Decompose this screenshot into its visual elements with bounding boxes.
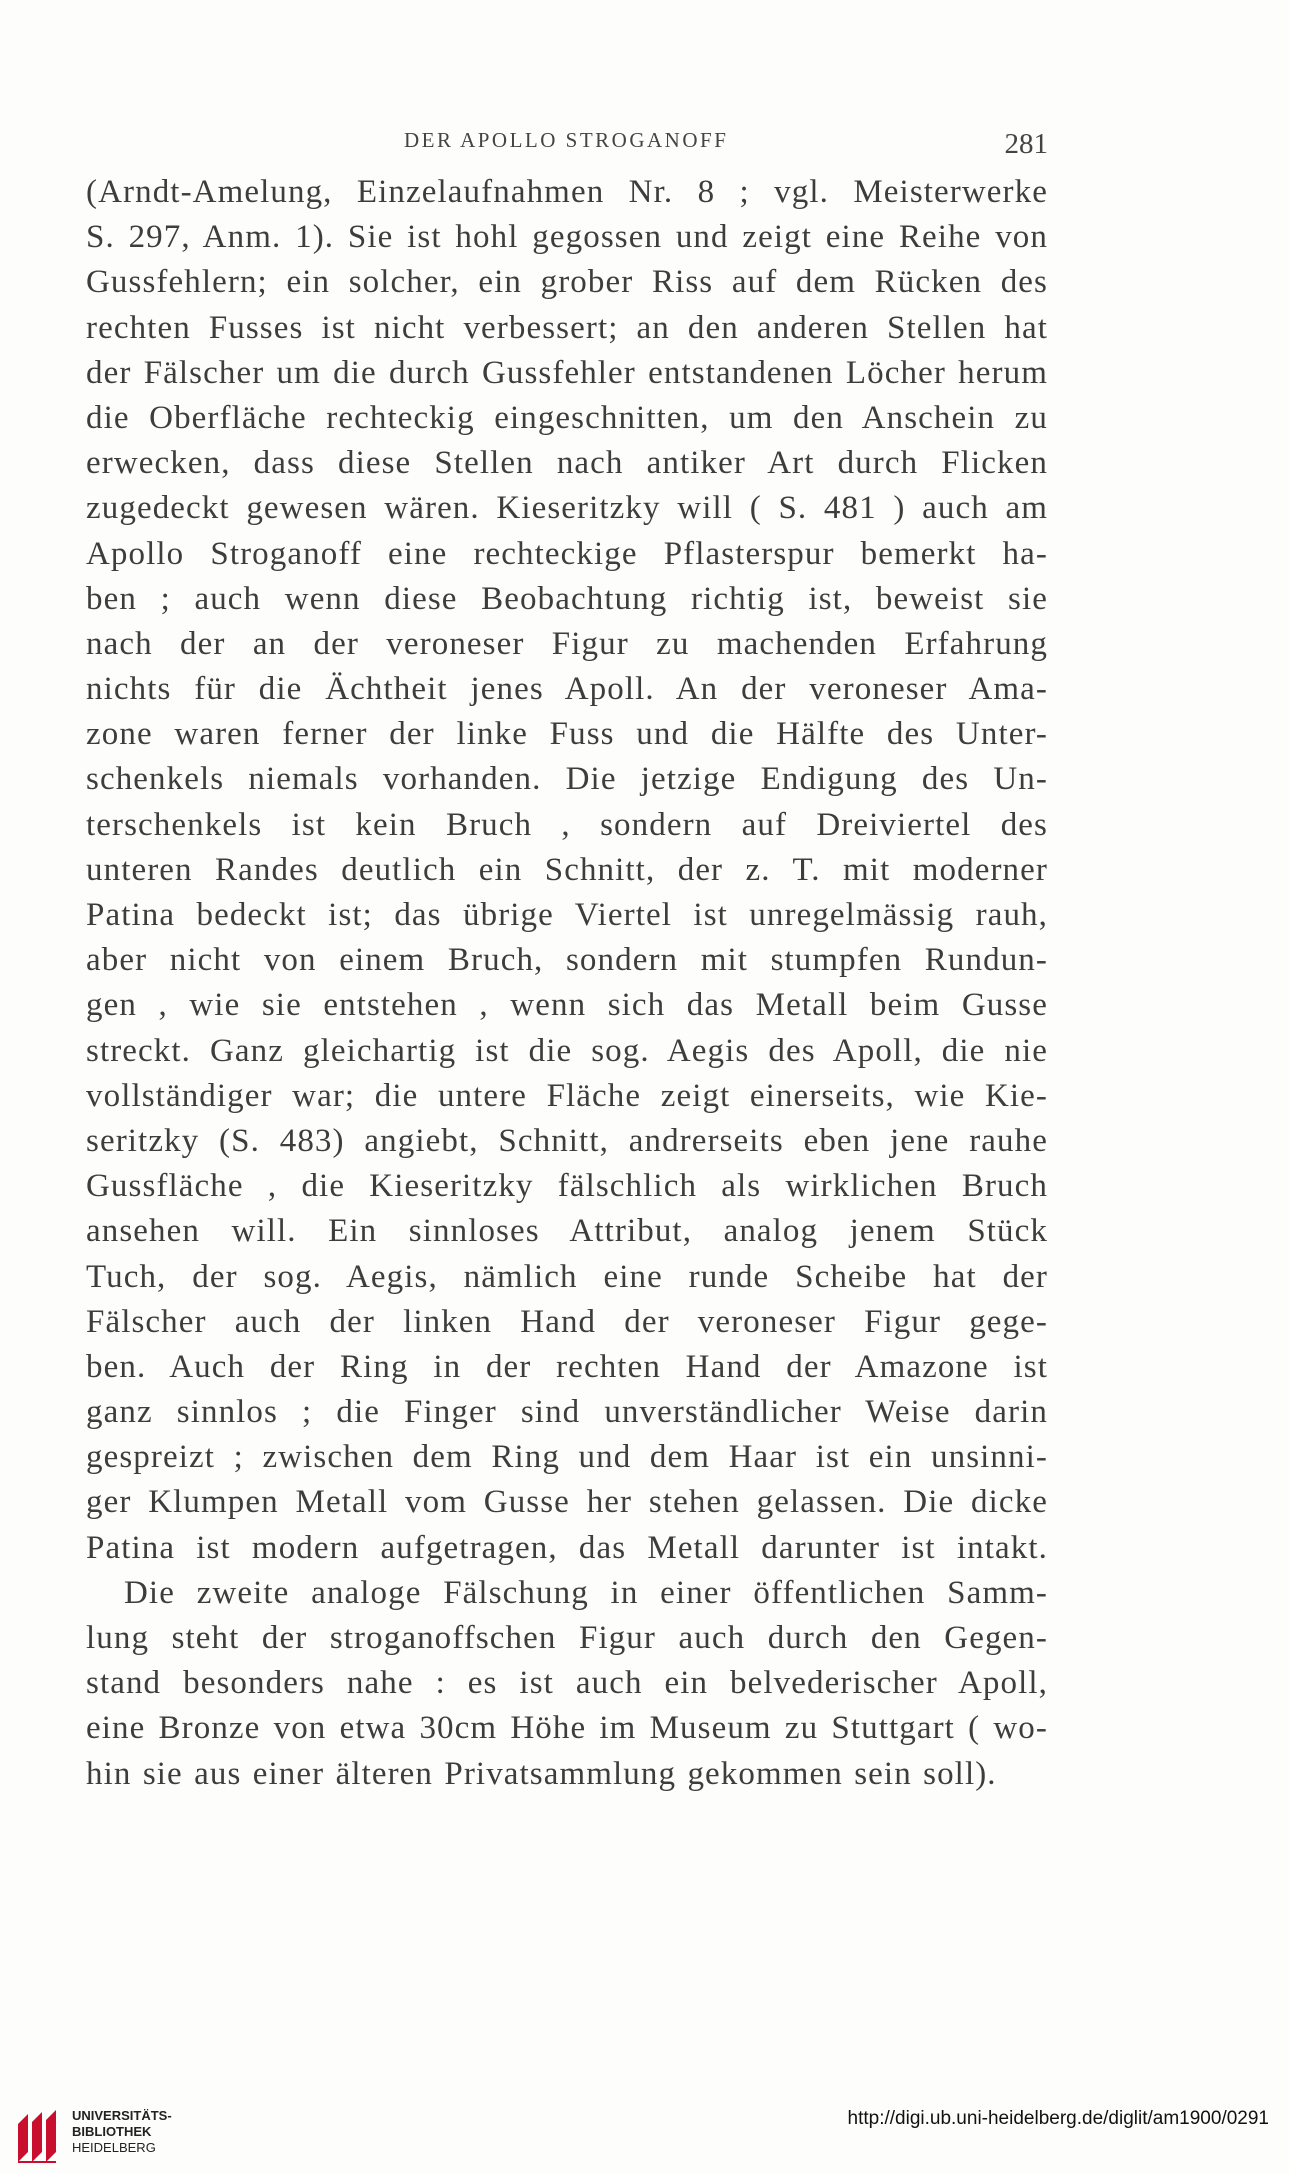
text-line: vollständiger war; die untere Fläche zeigt einerseits, wie Kie- [86, 1077, 1048, 1114]
text-line: ansehen will. Ein sinnloses Attribut, analog jenem Stück [86, 1213, 1048, 1250]
text-line: die Oberfläche rechteckig eingeschnitten, um den Anschein zu [86, 399, 1048, 436]
text-line: schenkels niemals vorhanden. Die jetzige Endigung des Un- [86, 761, 1048, 798]
text-line: lung steht der stroganoffschen Figur auch durch den Gegen- [86, 1620, 1048, 1656]
text-line: stand besonders nahe : es ist auch ein belvederischer Apoll, [86, 1665, 1048, 1702]
text-line: nach der an der veroneser Figur zu machenden Erfahrung [86, 625, 1048, 662]
text-line: der Fälscher um die durch Gussfehler entstandenen Löcher herum [86, 354, 1048, 391]
text-line: Gussfläche , die Kieseritzky fälschlich als wirklichen Bruch [86, 1168, 1048, 1205]
text-line: Apollo Stroganoff eine rechteckige Pflasterspur bemerkt ha- [86, 535, 1048, 572]
text-line: rechten Fusses ist nicht verbessert; an den anderen Stellen hat [86, 309, 1048, 346]
running-title: DER APOLLO STROGANOFF [404, 128, 729, 152]
text-line: Patina bedeckt ist; das übrige Viertel ist unregelmässig rauh, [86, 897, 1048, 933]
text-line: terschenkels ist kein Bruch , sondern auf Dreiviertel des [86, 806, 1048, 843]
text-line: eine Bronze von etwa 30cm Höhe im Museum zu Stuttgart ( wo- [86, 1710, 1048, 1747]
text-line: Die zweite analoge Fälschung in einer öffentlichen Samm- [124, 1574, 1048, 1611]
text-line: ganz sinnlos ; die Finger sind unverständlicher Weise darin [86, 1394, 1048, 1431]
page-number: 281 [1004, 128, 1048, 160]
library-name-line: HEIDELBERG [72, 2140, 156, 2155]
text-line: zugedeckt gewesen wären. Kieseritzky will ( S. 481 ) auch am [86, 490, 1048, 527]
running-head [86, 128, 1048, 158]
text-line: gespreizt ; zwischen dem Ring und dem Haar ist ein unsinni- [86, 1439, 1048, 1476]
library-name-line: BIBLIOTHEK [72, 2124, 152, 2139]
text-line: Gussfehlern; ein solcher, ein grober Riss auf dem Rücken des [86, 264, 1048, 301]
text-line: aber nicht von einem Bruch, sondern mit stumpfen Rundun- [86, 942, 1048, 979]
text-line: unteren Randes deutlich ein Schnitt, der z. T. mit moderner [86, 851, 1048, 888]
text-line: Tuch, der sog. Aegis, nämlich eine runde Scheibe hat der [86, 1258, 1048, 1295]
text-line: zone waren ferner der linke Fuss und die Hälfte des Unter- [86, 716, 1048, 753]
text-line: erwecken, dass diese Stellen nach antiker Art durch Flicken [86, 445, 1048, 482]
text-line: Fälscher auch der linken Hand der veroneser Figur gege- [86, 1303, 1048, 1340]
text-line: streckt. Ganz gleichartig ist die sog. Aegis des Apoll, die nie [86, 1032, 1048, 1069]
footer [0, 2100, 1289, 2173]
text-line: gen , wie sie entstehen , wenn sich das Metall beim Gusse [86, 987, 1048, 1024]
text-line: seritzky (S. 483) angiebt, Schnitt, andrerseits eben jene rauhe [86, 1122, 1048, 1159]
text-line: ger Klumpen Metall vom Gusse her stehen gelassen. Die dicke [86, 1484, 1048, 1521]
text-line: Patina ist modern aufgetragen, das Metall darunter ist intakt. [86, 1529, 1048, 1566]
text-line: S. 297, Anm. 1). Sie ist hohl gegossen und zeigt eine Reihe von [86, 219, 1048, 256]
library-name [72, 2108, 172, 2156]
body-text [86, 170, 1048, 1797]
text-line: nichts für die Ächtheit jenes Apoll. An der veroneser Ama- [86, 671, 1048, 708]
library-logo-icon [14, 2102, 60, 2166]
source-url-link[interactable]: http://digi.ub.uni-heidelberg.de/diglit/am1900/0291 [847, 2108, 1269, 2129]
text-line: ben. Auch der Ring in der rechten Hand der Amazone ist [86, 1348, 1048, 1385]
text-line: ben ; auch wenn diese Beobachtung richtig ist, beweist sie [86, 580, 1048, 617]
text-line: (Arndt-Amelung, Einzelaufnahmen Nr. 8 ; vgl. Meisterwerke [86, 174, 1048, 210]
library-name-line: UNIVERSITÄTS- [72, 2108, 172, 2123]
text-line: hin sie aus einer älteren Privatsammlung gekommen sein soll). [86, 1755, 997, 1792]
